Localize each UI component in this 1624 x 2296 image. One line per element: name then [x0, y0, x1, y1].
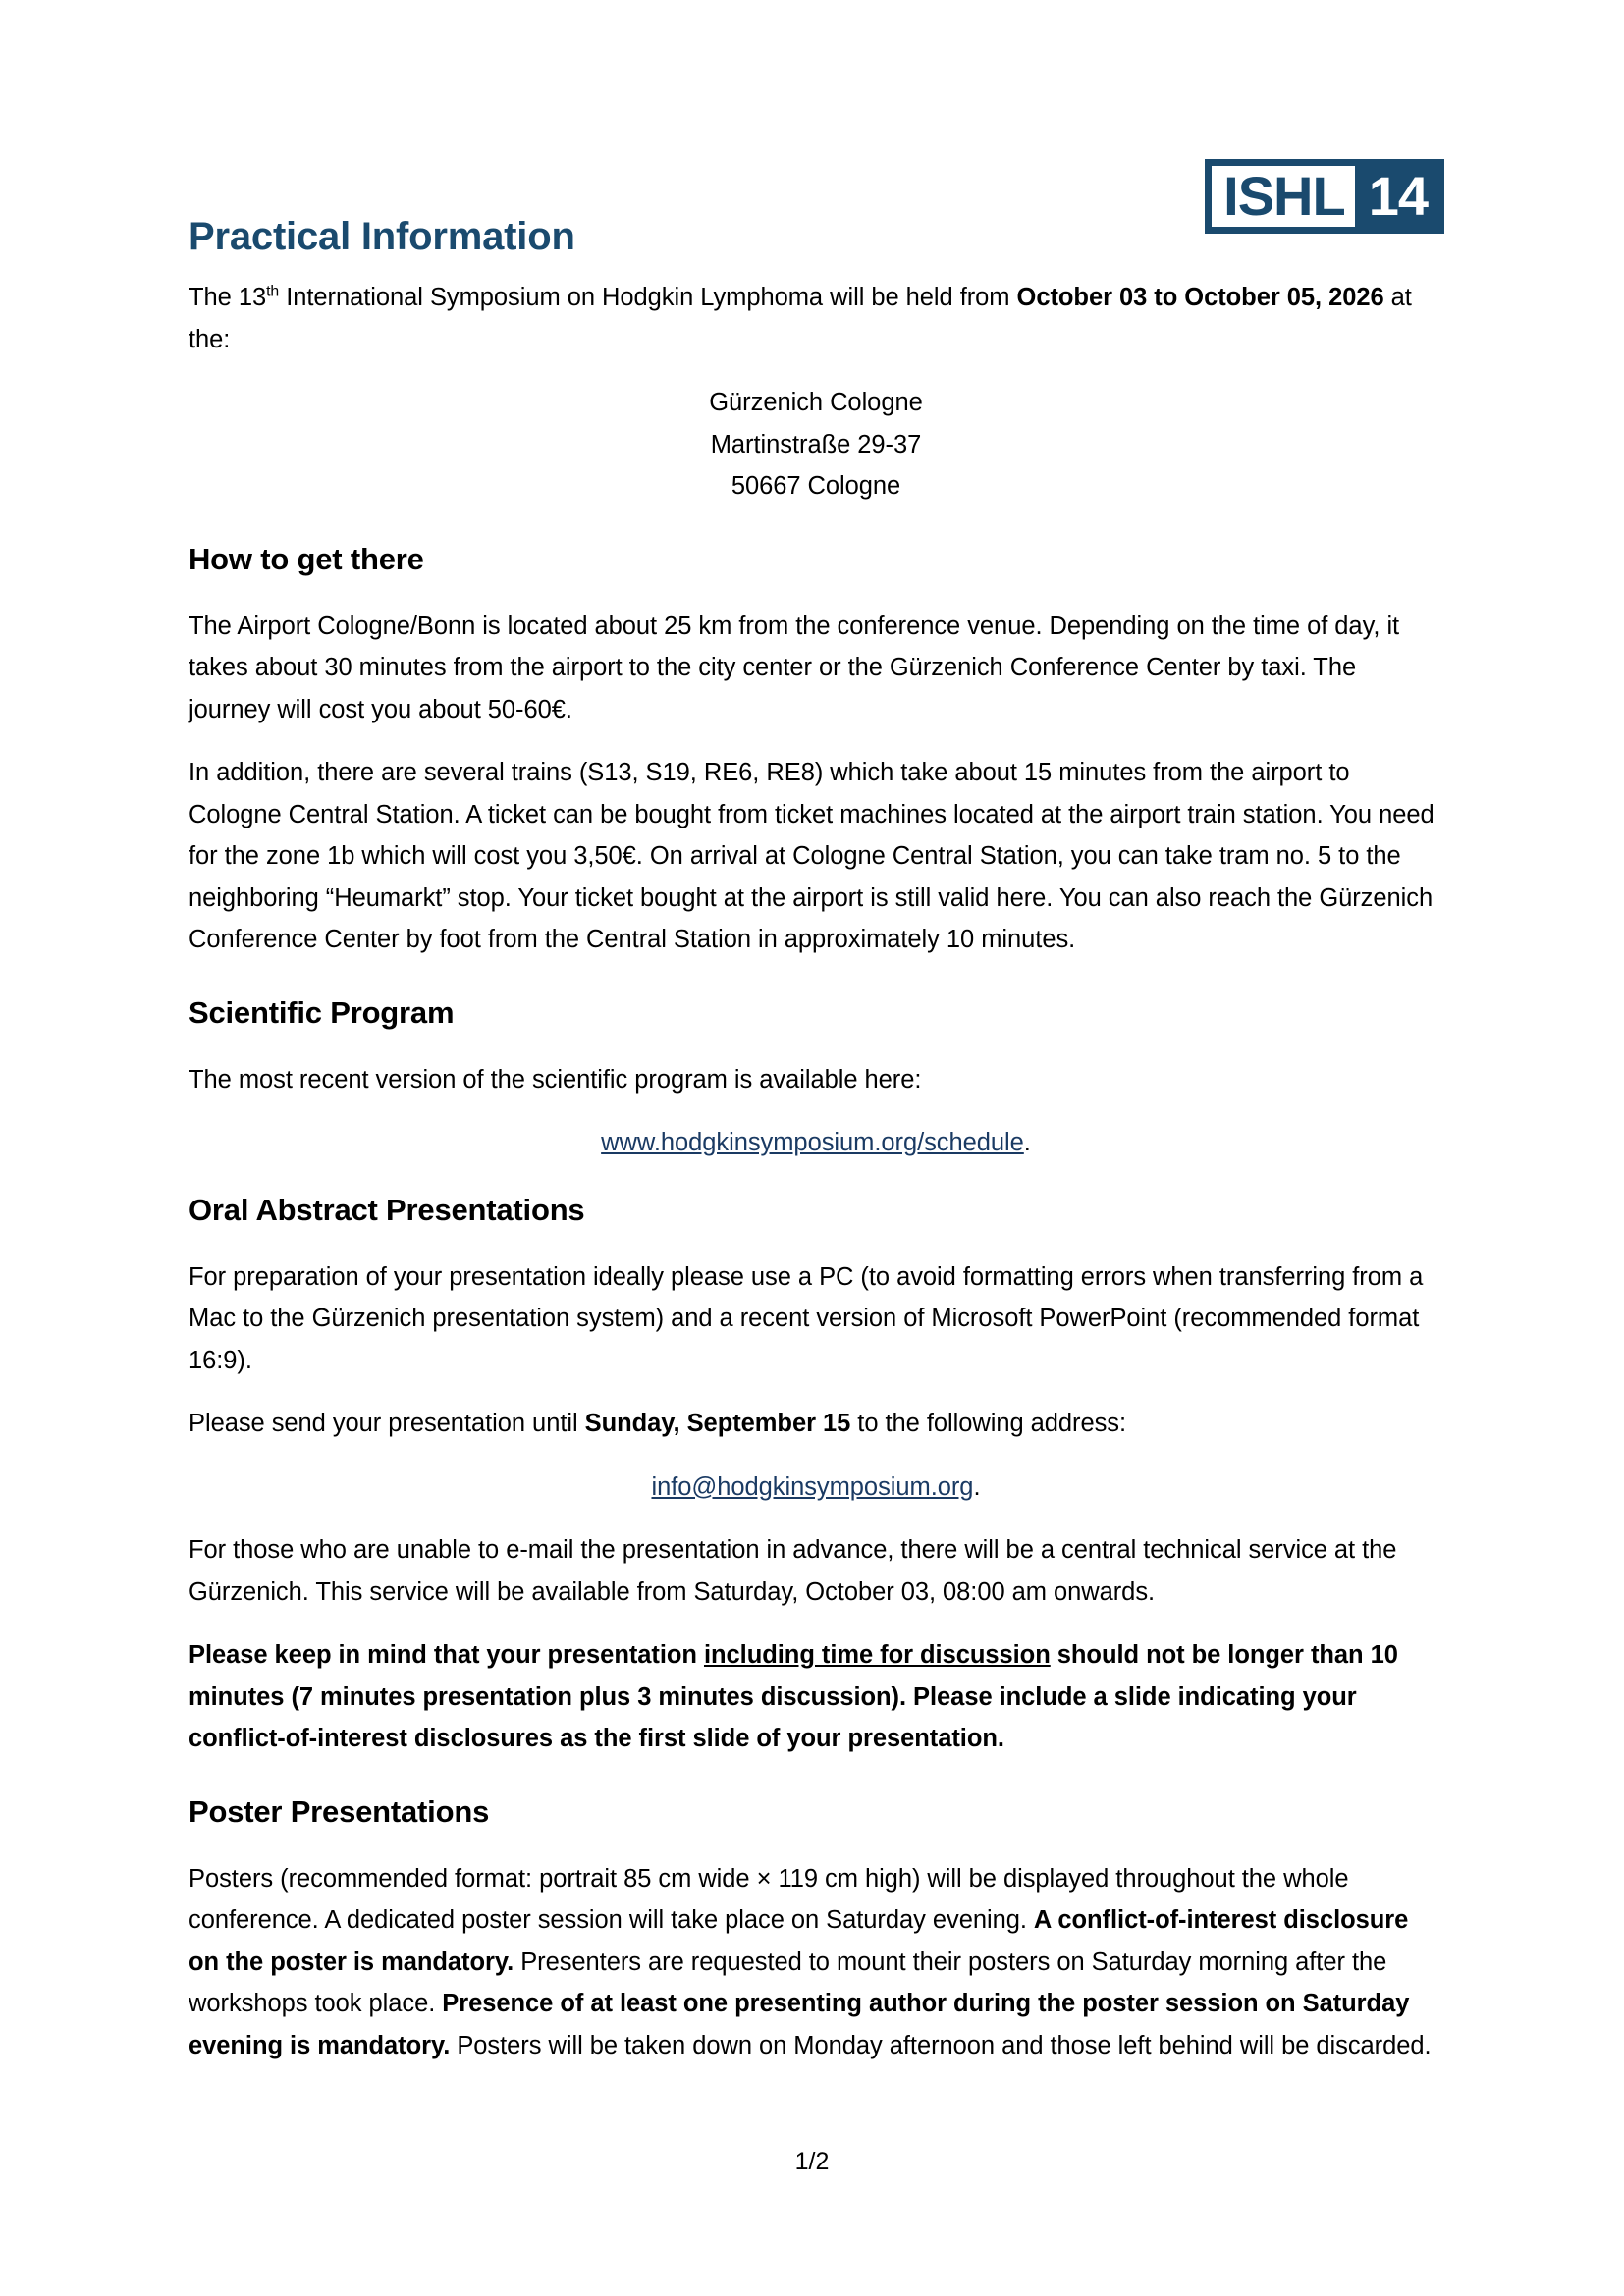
poster-bold-1: A conflict-of-interest disclosure on the poster is mandatory. [189, 1906, 1409, 1976]
schedule-link[interactable]: www.hodgkinsymposium.org/schedule [601, 1129, 1024, 1156]
intro-ordinal: th [266, 283, 280, 300]
intro-dates: October 03 to October 05, 2026 [1016, 284, 1384, 311]
poster-part2: Presenters are requested to mount their posters on Saturday morning after the workshops took place. [189, 1948, 1387, 2017]
email-link-line [189, 1467, 1443, 1509]
oral-presentations-paragraph-3: For those who are unable to e-mail the presentation in advance, there will be a central technical service at the Gürzenich. This service will be available from Saturday, October 03, 08:00 am onwards. [189, 1536, 1397, 1606]
section-heading-oral-abstract-presentations: Oral Abstract Presentations [189, 1192, 585, 1227]
schedule-link-suffix: . [1023, 1129, 1031, 1156]
venue-line-1: Gürzenich Cologne [709, 389, 923, 416]
venue-line-3: 50667 Cologne [731, 472, 901, 500]
scientific-program-paragraph: The most recent version of the scientific program is available here: [189, 1065, 922, 1094]
poster-part3: Posters will be taken down on Monday afternoon and those left behind will be discarded. [450, 2031, 1432, 2059]
oral-presentations-deadline [189, 1403, 1443, 1445]
intro-part2: International Symposium on Hodgkin Lymphoma will be held from [279, 284, 1017, 311]
deadline-part1: Please send your presentation until [189, 1410, 585, 1437]
warning-part1: Please keep in mind that your presentation [189, 1641, 704, 1669]
poster-part1: Posters (recommended format: portrait 85 cm wide × 119 cm high) will be displayed throughout the whole conference. A dedicated poster session will take place on Saturday evening. [189, 1864, 1349, 1934]
poster-bold-2: Presence of at least one presenting author during the poster session on Saturday evening is mandatory. [189, 1990, 1410, 2059]
email-link-suffix: . [973, 1472, 981, 1501]
document-content [189, 0, 1443, 2066]
how-to-get-there-paragraph-1: The Airport Cologne/Bonn is located about 25 km from the conference venue. Depending on the time of day, it takes about 30 minutes from the airport to the city center or the Gürzenich Conference Center by taxi. The journey will cost you about 50-60€. [189, 612, 1400, 723]
warning-underlined-phrase: including time for discussion [703, 1641, 1051, 1669]
email-link[interactable]: info@hodgkinsymposium.org [651, 1472, 974, 1501]
deadline-part2: to the following address: [850, 1410, 1127, 1437]
intro-part1: The 13 [189, 284, 267, 311]
logo-text-ishl: ISHL [1212, 166, 1355, 227]
section-heading-poster-presentations: Poster Presentations [189, 1793, 490, 1829]
poster-presentations-paragraph [189, 1858, 1443, 2067]
oral-presentations-warning [189, 1634, 1443, 1760]
oral-presentations-paragraph-1: For preparation of your presentation ideally please use a PC (to avoid formatting errors when transferring from a Mac to the Gürzenich presentation system) and a recent version of Microsoft PowerPoint (recommended format 16:9). [189, 1262, 1424, 1374]
intro-paragraph [189, 277, 1443, 360]
how-to-get-there-paragraph-2: In addition, there are several trains (S13, S19, RE6, RE8) which take about 15 minutes from the airport to Cologne Central Station. A ticket can be bought from ticket machines located at the airport train station. You need for the zone 1b which will cost you 3,50€. On arrival at Cologne Central Station, you can take tram no. 5 to the neighboring “Heumarkt” stop. Your ticket bought at the airport is still valid here. You can also reach the Gürzenich Conference Center by foot from the Central Station in approximately 10 minutes. [189, 759, 1435, 953]
logo-text-14: 14 [1355, 166, 1437, 227]
page-footer: 1/2 [794, 2148, 830, 2175]
intro-part3: at the: [189, 284, 1412, 353]
warning-part2: should not be longer than 10 minutes (7 minutes presentation plus 3 minutes discussion). Please include a slide indicating your conflict-of-interest disclosures as the first slide of your presentation. [189, 1641, 1398, 1752]
deadline-date: Sunday, September 15 [584, 1410, 851, 1437]
section-heading-scientific-program: Scientific Program [189, 994, 455, 1030]
schedule-link-line [189, 1122, 1443, 1164]
section-heading-how-to-get-there: How to get there [189, 541, 424, 576]
venue-line-2: Martinstraße 29-37 [710, 430, 922, 458]
page-title: Practical Information [189, 215, 575, 258]
